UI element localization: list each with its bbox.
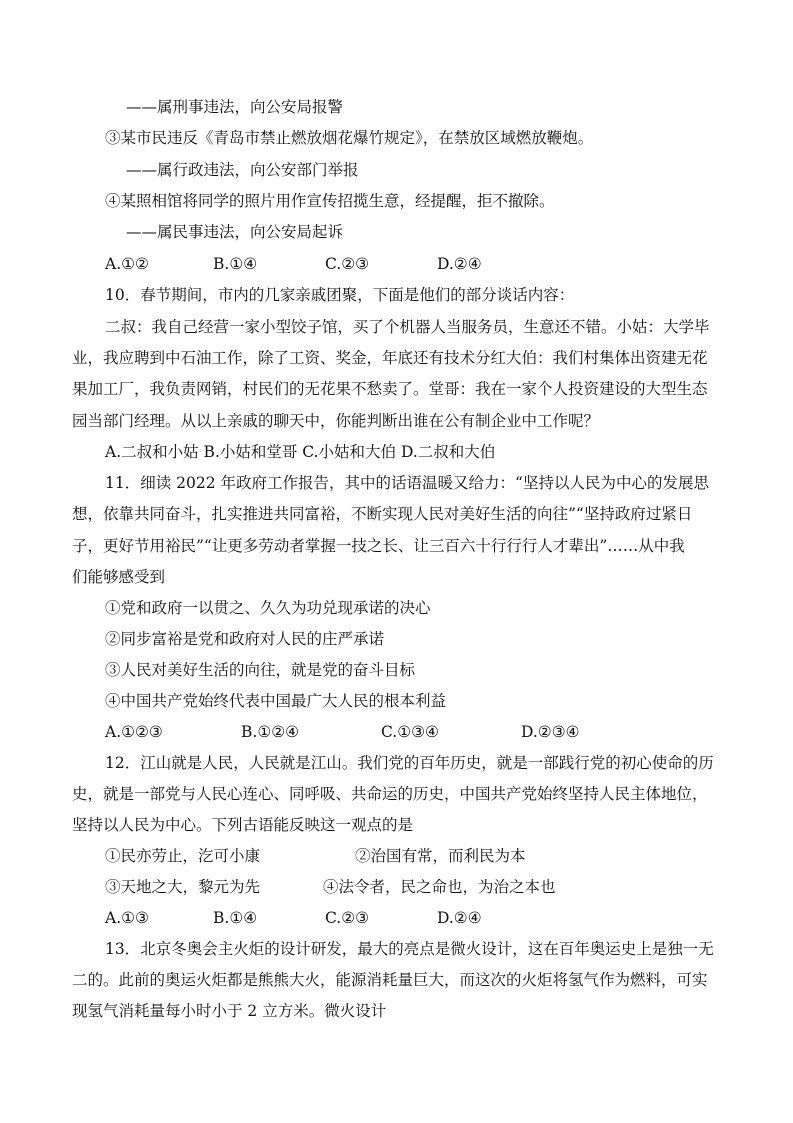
q12-item-2: ②治国有常，而利民为本 xyxy=(355,847,526,865)
q10-body-line: 园当部门经理。从以上亲戚的聊天中，你能判断出谁在公有制企业中工作呢？ xyxy=(72,412,600,430)
q12-stem: 12．江山就是人民，人民就是江山。我们党的百年历史，就是一部践行党的初心使命的历 xyxy=(105,754,714,772)
option-b: B.①④ xyxy=(213,909,258,927)
option-d: D.②③④ xyxy=(521,723,580,741)
q11-item-3: ③人民对美好生活的向往，就是党的奋斗目标 xyxy=(105,661,416,679)
q12-item-1: ①民亦劳止，汔可小康 xyxy=(105,847,261,865)
option-a: A.①② xyxy=(105,255,149,273)
q10-options: A.二叔和小姑 B.小姑和堂哥 C.小姑和大伯 D.二叔和大伯 xyxy=(105,443,496,461)
option-b: B.①②④ xyxy=(241,723,300,741)
q13-body-line: 二的。此前的奥运火炬都是熊熊大火，能源消耗量巨大，而这次的火炬将氢气作为燃料，可实 xyxy=(72,971,708,989)
q10-body-line: 果加工厂，我负责网销，村民们的无花果不愁卖了。堂哥：我在一家个人投资建设的大型生态 xyxy=(72,380,708,398)
answer-line: ——属刑事违法，向公安局报警 xyxy=(126,98,344,116)
option-c: C.②③ xyxy=(325,255,370,273)
q11-body-line: 子，更好节用裕民”“让更多劳动者掌握一技之长、让三百六十行行行人才辈出”……从中我 xyxy=(72,537,685,555)
q11-item-1: ①党和政府一以贯之、久久为功兑现承诺的决心 xyxy=(105,599,431,617)
q12-item-4: ④法令者，民之命也，为治之本也 xyxy=(323,878,556,896)
q12-body-line: 坚持以人民为中心。下列古语能反映这一观点的是 xyxy=(72,816,414,834)
item-4: ④某照相馆将同学的照片用作宣传招揽生意，经提醒，拒不撤除。 xyxy=(105,192,555,210)
q11-item-2: ②同步富裕是党和政府对人民的庄严承诺 xyxy=(105,630,385,648)
option-b: B.①④ xyxy=(213,255,258,273)
option-a: A.①③ xyxy=(105,909,149,927)
option-d: D.②④ xyxy=(437,909,482,927)
q11-body-line: 们能够感受到 xyxy=(72,568,166,586)
option-a: A.①②③ xyxy=(105,723,163,741)
answer-line: ——属行政违法，向公安部门举报 xyxy=(126,161,359,179)
q10-stem: 10．春节期间，市内的几家亲戚团聚，下面是他们的部分谈话内容： xyxy=(105,286,575,304)
option-c: C.②③ xyxy=(325,909,370,927)
option-d: D.②④ xyxy=(437,255,482,273)
q11-stem: 11．细读 2022 年政府工作报告，其中的话语温暖又给力：“坚持以人民为中心的发展思 xyxy=(105,474,709,492)
q13-body-line: 现氢气消耗量每小时小于 2 立方米。微火设计 xyxy=(72,1002,387,1020)
item-3: ③某市民违反《青岛市禁止燃放烟花爆竹规定》，在禁放区域燃放鞭炮。 xyxy=(105,129,594,147)
option-c: C.①③④ xyxy=(381,723,439,741)
answer-line: ——属民事违法，向公安局起诉 xyxy=(126,223,344,241)
q13-stem: 13．北京冬奥会主火炬的设计研发，最大的亮点是微火设计，这在百年奥运史上是独一无 xyxy=(105,940,714,958)
q10-body-line: 二叔：我自己经营一家小型饺子馆，买了个机器人当服务员，生意还不错。小姑：大学毕 xyxy=(105,318,710,336)
q11-item-4: ④中国共产党始终代表中国最广大人民的根本利益 xyxy=(105,692,447,710)
q12-item-3: ③天地之大，黎元为先 xyxy=(105,878,261,896)
q11-body-line: 想，依靠共同奋斗，扎实推进共同富裕，不断实现人民对美好生活的向往”“坚持政府过紧日 xyxy=(72,505,693,523)
q10-body-line: 业，我应聘到中石油工作，除了工资、奖金，年底还有技术分红大伯：我们村集体出资建无花 xyxy=(72,349,708,367)
q12-body-line: 史，就是一部党与人民心连心、同呼吸、共命运的历史，中国共产党始终坚持人民主体地位， xyxy=(72,785,708,803)
